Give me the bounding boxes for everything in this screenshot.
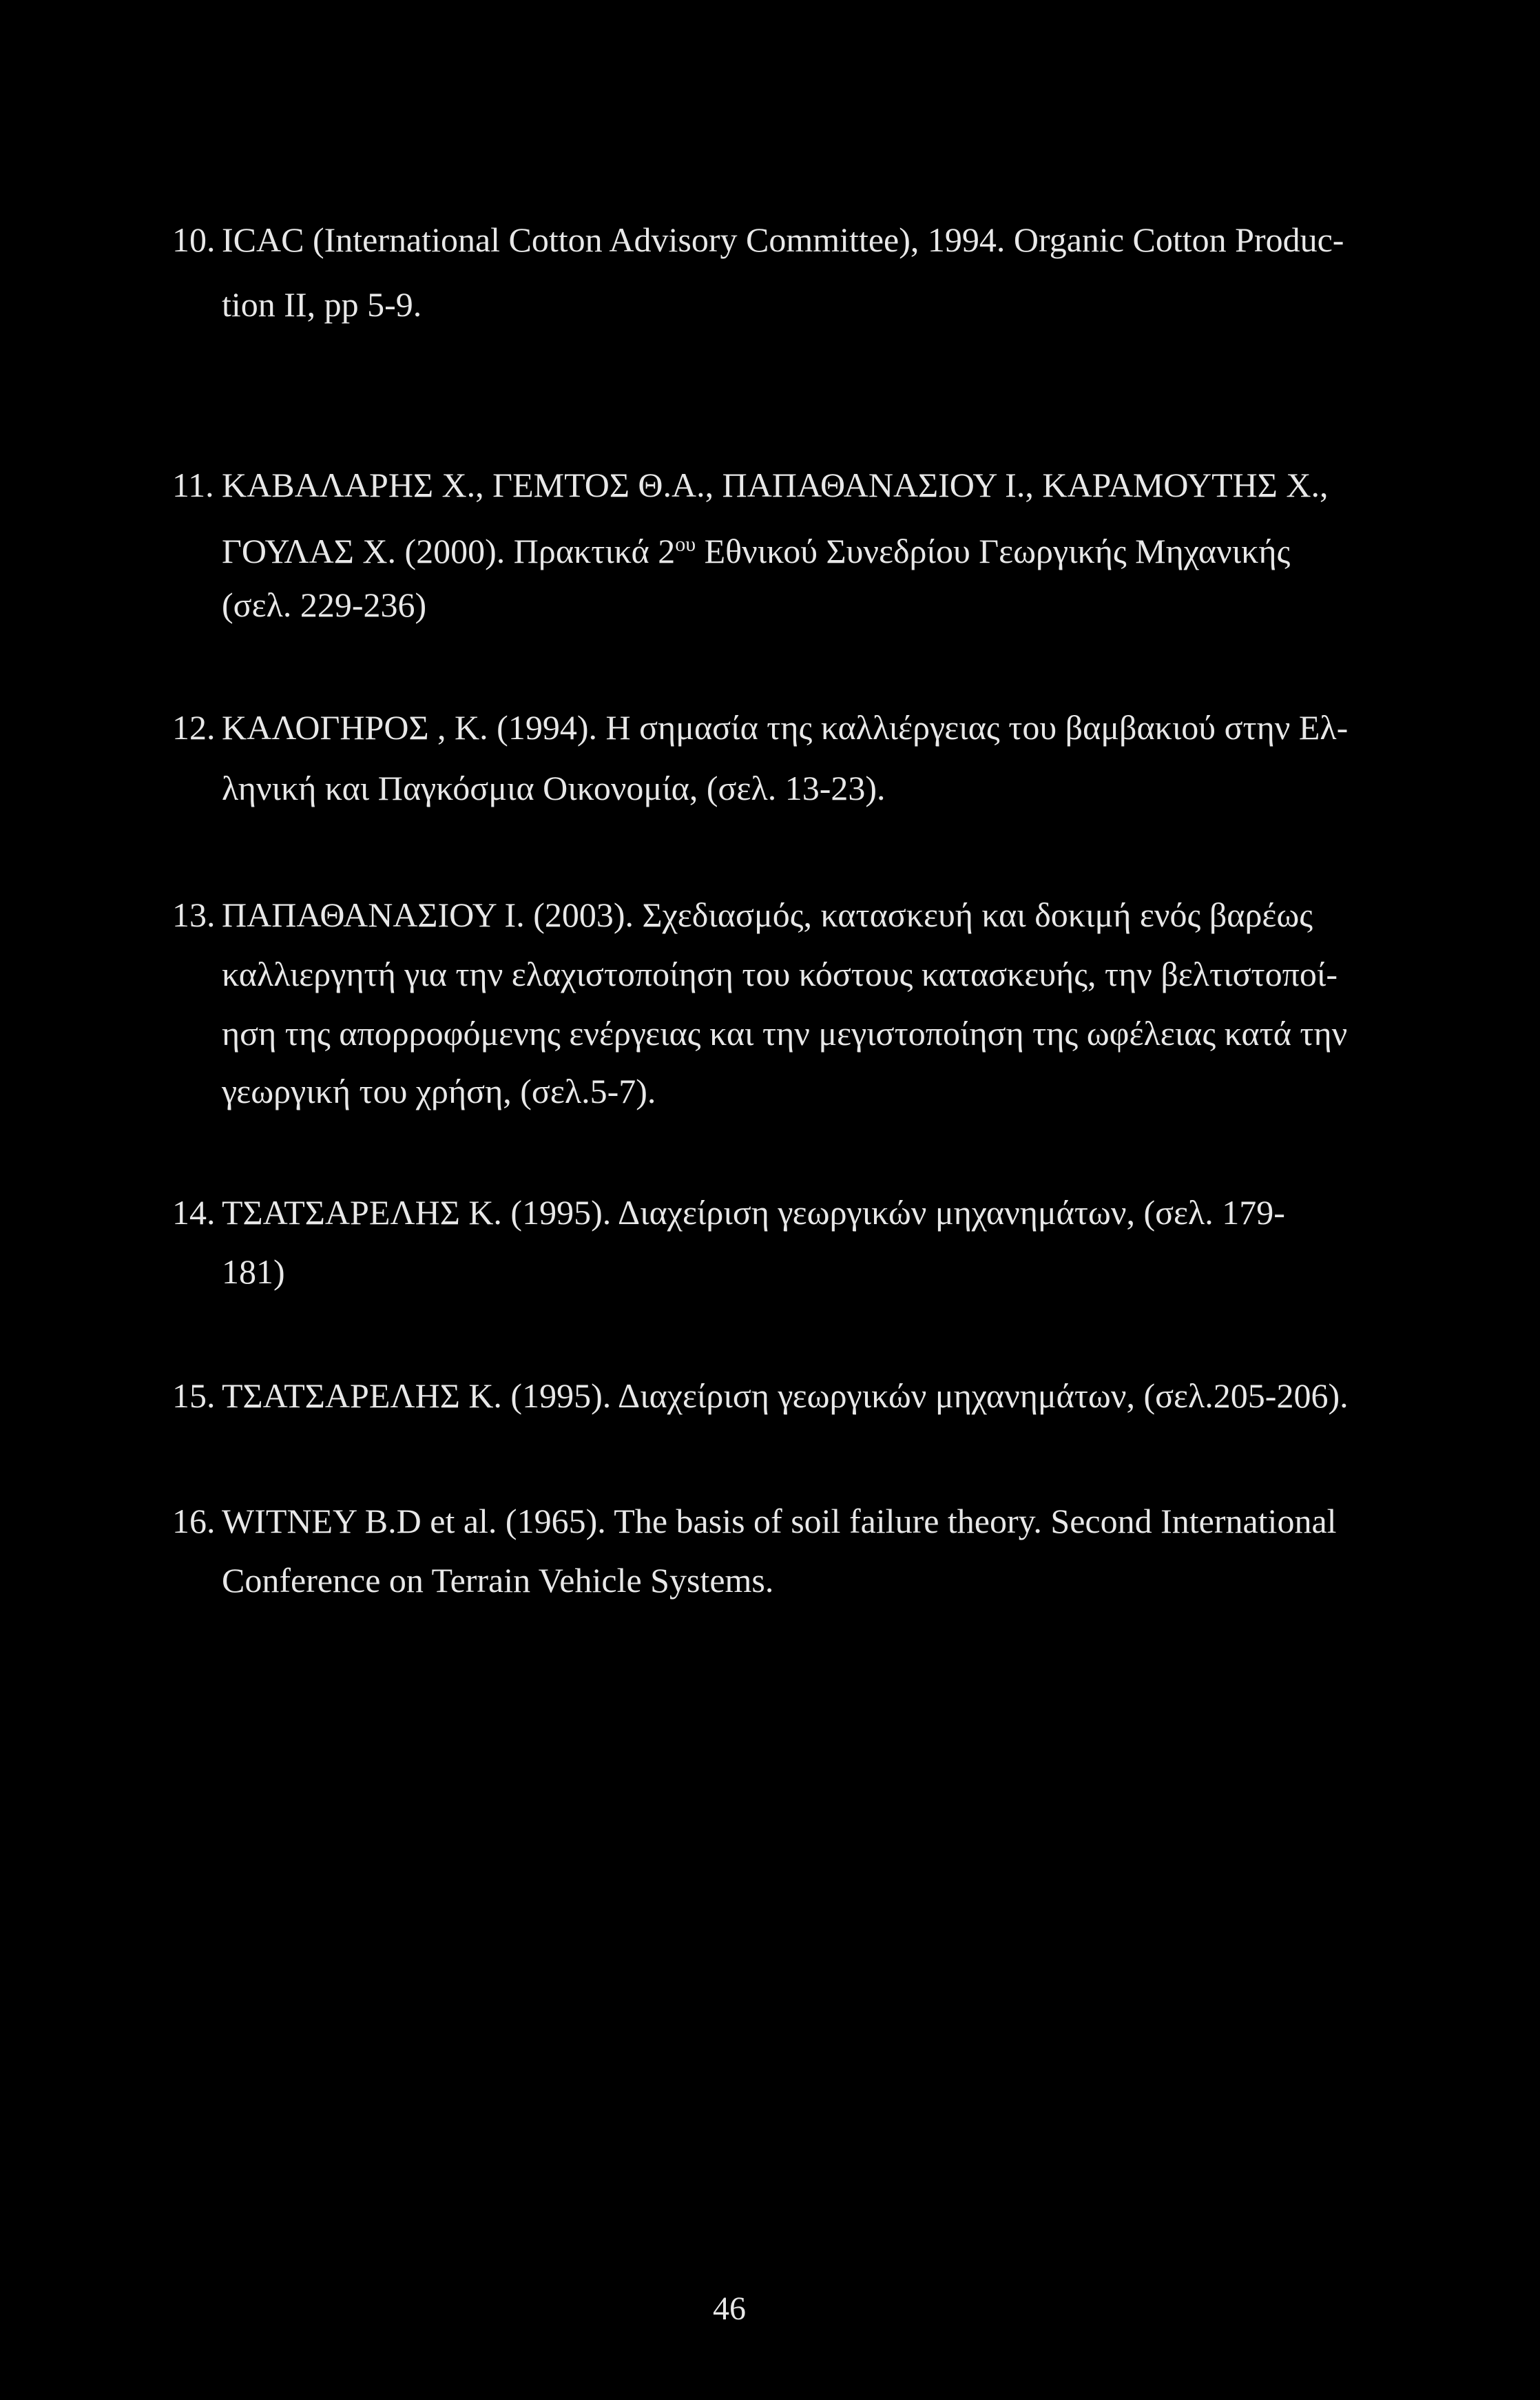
reference-number: 10. (172, 220, 216, 259)
reference-number: 15. (172, 1376, 216, 1415)
reference-line: (σελ. 229-236) (222, 586, 427, 624)
reference-line (222, 529, 1290, 573)
reference-line: ΤΣΑΤΣΑΡΕΛΗΣ Κ. (1995). Διαχείριση γεωργικών μηχανημάτων, (σελ. 179- (222, 1193, 1285, 1232)
reference-number: 11. (172, 466, 214, 504)
reference-number: 16. (172, 1502, 216, 1540)
reference-line: Conference on Terrain Vehicle Systems. (222, 1561, 774, 1600)
reference-line: 181) (222, 1252, 285, 1291)
reference-line: ΚΑΛΟΓΗΡΟΣ , Κ. (1994). Η σημασία της καλλιέργειας του βαμβακιού στην Ελ- (222, 708, 1349, 747)
page-number: 46 (713, 2290, 746, 2327)
reference-line: ΤΣΑΤΣΑΡΕΛΗΣ Κ. (1995). Διαχείριση γεωργικών μηχανημάτων, (σελ.205-206). (222, 1376, 1349, 1415)
reference-line: tion II, pp 5-9. (222, 285, 422, 324)
reference-number: 12. (172, 708, 216, 747)
reference-line: ΠΑΠΑΘΑΝΑΣΙΟΥ Ι. (2003). Σχεδιασμός, κατασκευή και δοκιμή ενός βαρέως (222, 896, 1313, 934)
reference-line: ICAC (International Cotton Advisory Committee), 1994. Organic Cotton Produc- (222, 220, 1344, 259)
reference-line: ΚΑΒΑΛΑΡΗΣ Χ., ΓΕΜΤΟΣ Θ.Α., ΠΑΠΑΘΑΝΑΣΙΟΥ Ι., ΚΑΡΑΜΟΥΤΗΣ Χ., (222, 466, 1329, 504)
reference-line-end: Εθνικού Συνεδρίου Γεωργικής Μηχανικής (696, 532, 1291, 570)
reference-line: ηση της απορροφόμενης ενέργειας και την μεγιστοποίηση της ωφέλειας κατά την (222, 1014, 1348, 1053)
reference-line: καλλιεργητή για την ελαχιστοποίηση του κόστους κατασκευής, την βελτιστοποί- (222, 955, 1338, 993)
reference-line-start: ΓΟΥΛΑΣ Χ. (2000). Πρακτικά 2 (222, 532, 676, 570)
reference-number: 14. (172, 1193, 216, 1232)
reference-line: γεωργική του χρήση, (σελ.5-7). (222, 1072, 656, 1110)
reference-line: WITNEY B.D et al. (1965). The basis of soil failure theory. Second International (222, 1502, 1337, 1540)
reference-line: ληνική και Παγκόσμια Οικονομία, (σελ. 13-23). (222, 769, 886, 807)
reference-number: 13. (172, 896, 216, 934)
ordinal-superscript: ου (675, 532, 696, 556)
